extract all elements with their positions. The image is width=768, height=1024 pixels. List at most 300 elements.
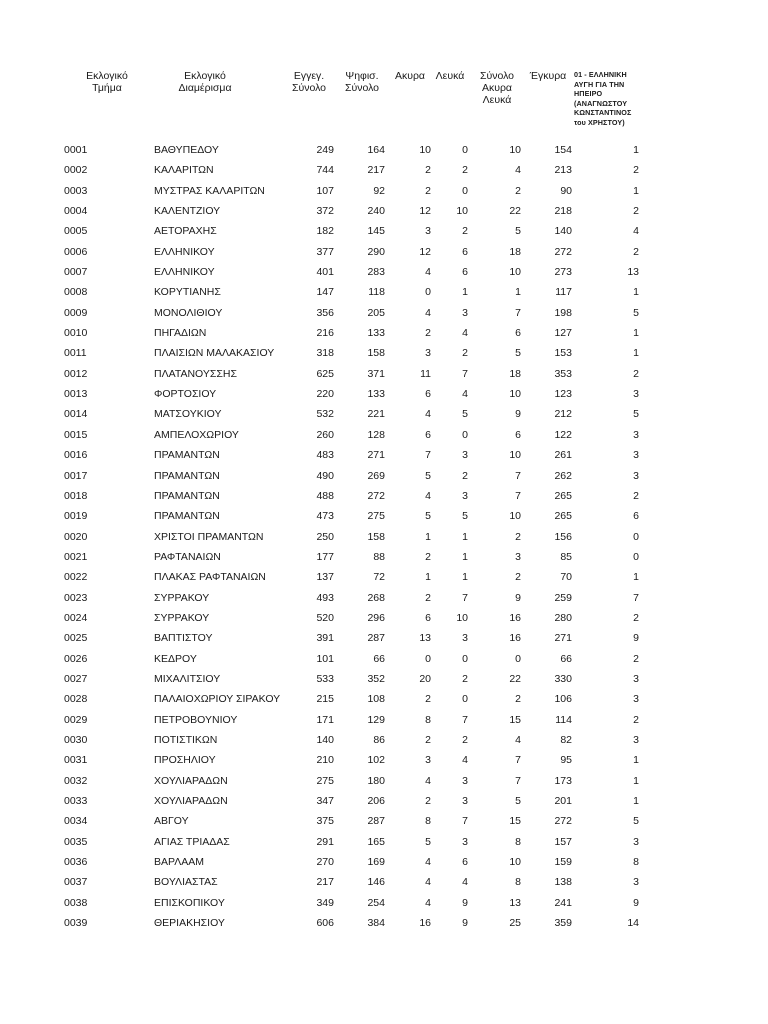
cell-valid: 212 [554,408,572,421]
table-row [0,771,768,791]
cell-registered: 391 [316,632,334,645]
cell-registered: 216 [316,327,334,340]
cell-voted: 221 [367,408,385,421]
cell-district: ΚΑΛΑΡΙΤΩΝ [154,164,214,177]
cell-voted: 92 [373,184,385,197]
cell-blank: 2 [462,672,468,685]
cell-party-votes: 1 [633,286,639,299]
cell-blank: 10 [456,205,468,218]
cell-voted: 158 [367,530,385,543]
cell-voted: 118 [368,286,385,299]
cell-voted: 88 [373,550,385,563]
cell-valid: 259 [554,591,572,604]
cell-valid: 123 [554,388,572,401]
cell-invalid: 0 [425,286,431,299]
cell-invalid-blank-total: 2 [515,571,521,584]
cell-invalid: 2 [425,591,431,604]
cell-blank: 1 [462,550,468,563]
cell-valid: 271 [554,632,572,645]
cell-blank: 3 [462,449,468,462]
cell-blank: 3 [462,795,468,807]
cell-valid: 157 [554,835,572,848]
table-row [0,506,768,526]
cell-party-votes: 0 [633,550,639,563]
cell-valid: 330 [554,672,572,685]
cell-invalid-blank-total: 10 [509,266,521,279]
cell-blank: 0 [462,144,468,156]
cell-invalid: 2 [425,795,431,807]
cell-section: 0010 [64,327,88,340]
cell-invalid: 2 [425,327,431,340]
table-row [0,608,768,628]
cell-party-votes: 2 [633,652,639,665]
cell-invalid-blank-total: 7 [515,774,521,787]
table-row [0,303,768,323]
cell-district: ΜΑΤΣΟΥΚΙΟΥ [154,408,222,421]
cell-voted: 108 [367,693,385,706]
cell-valid: 241 [554,896,572,909]
cell-party-votes: 3 [633,449,639,462]
cell-section: 0009 [64,306,88,319]
cell-valid: 138 [554,876,572,889]
cell-blank: 3 [462,306,468,319]
cell-section: 0035 [64,835,88,848]
cell-invalid: 4 [425,306,431,319]
cell-blank: 0 [462,428,468,441]
cell-district: ΑΒΓΟΥ [154,815,189,828]
cell-registered: 210 [316,754,334,767]
cell-registered: 318 [316,347,334,360]
cell-invalid: 3 [425,754,431,767]
cell-section: 0006 [64,245,88,258]
cell-valid: 159 [554,856,572,869]
cell-invalid-blank-total: 7 [515,306,521,319]
cell-blank: 6 [462,245,468,258]
cell-blank: 4 [462,754,468,767]
cell-section: 0001 [64,144,88,156]
cell-invalid-blank-total: 6 [515,428,521,441]
cell-blank: 1 [462,530,468,543]
cell-valid: 156 [554,530,572,543]
table-row [0,282,768,302]
cell-district: ΧΟΥΛΙΑΡΑΔΩΝ [154,795,228,807]
cell-voted: 290 [367,245,385,258]
cell-district: ΠΡΑΜΑΝΤΩΝ [154,469,220,482]
cell-valid: 201 [554,795,572,807]
cell-district: ΜΟΝΟΛΙΘΙΟΥ [154,306,223,319]
cell-section: 0036 [64,856,88,869]
cell-invalid: 2 [425,184,431,197]
cell-party-votes: 3 [633,835,639,848]
cell-registered: 401 [316,266,334,279]
cell-blank: 4 [462,388,468,401]
cell-voted: 164 [367,144,385,156]
cell-section: 0033 [64,795,88,807]
cell-voted: 352 [367,672,385,685]
cell-registered: 177 [316,550,334,563]
cell-valid: 140 [554,225,572,238]
cell-voted: 102 [367,754,385,767]
cell-invalid-blank-total: 5 [515,795,521,807]
cell-district: ΒΟΥΛΙΑΣΤΑΣ [154,876,218,889]
cell-registered: 347 [316,795,334,807]
cell-registered: 275 [316,774,334,787]
cell-valid: 173 [554,774,572,787]
cell-section: 0014 [64,408,88,421]
cell-valid: 261 [554,449,572,462]
cell-blank: 7 [462,815,468,828]
cell-voted: 283 [367,266,385,279]
cell-party-votes: 8 [633,856,639,869]
cell-party-votes: 5 [633,815,639,828]
cell-voted: 128 [367,428,385,441]
cell-blank: 4 [462,876,468,889]
cell-party-votes: 2 [633,611,639,624]
cell-party-votes: 3 [633,388,639,401]
cell-invalid: 2 [425,733,431,746]
cell-voted: 133 [367,327,385,340]
table-row [0,689,768,709]
cell-invalid: 2 [425,693,431,706]
cell-valid: 198 [554,306,572,319]
cell-voted: 66 [373,652,385,665]
cell-section: 0027 [64,672,88,685]
cell-valid: 85 [560,550,572,563]
cell-party-votes: 13 [627,266,639,279]
cell-party-votes: 1 [633,144,639,156]
cell-invalid: 13 [419,632,431,645]
cell-invalid: 8 [425,815,431,828]
cell-invalid-blank-total: 2 [515,184,521,197]
cell-party-votes: 1 [633,184,639,197]
cell-voted: 269 [367,469,385,482]
cell-party-votes: 3 [633,876,639,889]
cell-valid: 114 [555,713,572,726]
cell-section: 0021 [64,550,88,563]
cell-party-votes: 5 [633,306,639,319]
cell-registered: 493 [316,591,334,604]
table-row [0,588,768,608]
cell-registered: 249 [316,144,334,156]
cell-section: 0011 [64,347,87,360]
cell-blank: 2 [462,733,468,746]
cell-party-votes: 2 [633,489,639,502]
cell-party-votes: 5 [633,408,639,421]
cell-valid: 280 [554,611,572,624]
cell-registered: 140 [316,733,334,746]
cell-voted: 72 [373,571,385,584]
cell-invalid: 16 [419,917,431,930]
cell-section: 0012 [64,367,88,380]
cell-invalid: 12 [419,205,431,218]
cell-district: ΠΡΑΜΑΝΤΩΝ [154,489,220,502]
cell-registered: 260 [316,428,334,441]
cell-party-votes: 7 [633,591,639,604]
table-row [0,466,768,486]
cell-registered: 483 [316,449,334,462]
cell-invalid-blank-total: 8 [515,876,521,889]
cell-invalid-blank-total: 3 [515,550,521,563]
cell-invalid-blank-total: 0 [515,652,521,665]
cell-invalid-blank-total: 8 [515,835,521,848]
table-row [0,811,768,831]
header-valid: Έγκυρα [529,70,567,82]
cell-voted: 272 [367,489,385,502]
table-row [0,221,768,241]
cell-district: ΜΥΣΤΡΑΣ ΚΑΛΑΡΙΤΩΝ [154,184,265,197]
cell-registered: 215 [316,693,334,706]
cell-invalid-blank-total: 10 [509,449,521,462]
cell-registered: 520 [316,611,334,624]
cell-district: ΠΛΑΤΑΝΟΥΣΣΗΣ [154,367,237,380]
cell-district: ΣΥΡΡΑΚΟΥ [154,611,210,624]
cell-invalid: 8 [425,713,431,726]
cell-invalid-blank-total: 10 [509,510,521,523]
cell-voted: 275 [367,510,385,523]
cell-blank: 3 [462,774,468,787]
cell-district: ΠΕΤΡΟΒΟΥΝΙΟΥ [154,713,238,726]
cell-party-votes: 1 [633,327,639,340]
cell-district: ΜΙΧΑΛΙΤΣΙΟΥ [154,672,221,685]
cell-section: 0030 [64,733,88,746]
cell-registered: 250 [316,530,334,543]
cell-invalid-blank-total: 18 [509,245,521,258]
cell-voted: 296 [367,611,385,624]
cell-voted: 133 [367,388,385,401]
cell-valid: 213 [554,164,572,177]
cell-registered: 217 [316,876,334,889]
cell-blank: 2 [462,469,468,482]
cell-invalid-blank-total: 5 [515,225,521,238]
cell-voted: 268 [367,591,385,604]
cell-valid: 66 [560,652,572,665]
cell-registered: 137 [316,571,334,584]
cell-invalid: 6 [425,428,431,441]
cell-party-votes: 1 [633,795,639,807]
cell-district: ΒΑΠΤΙΣΤΟΥ [154,632,213,645]
cell-registered: 349 [316,896,334,909]
cell-registered: 356 [316,306,334,319]
cell-invalid: 10 [419,144,431,156]
header-voted: Ψηφισ. Σύνολο [344,70,380,94]
cell-invalid: 5 [425,510,431,523]
cell-invalid-blank-total: 5 [515,347,521,360]
cell-registered: 375 [316,815,334,828]
cell-invalid-blank-total: 10 [509,388,521,401]
cell-valid: 272 [554,815,572,828]
table-row [0,242,768,262]
header-registered: Εγγεγ. Σύνολο [291,70,327,94]
table-row [0,872,768,892]
cell-district: ΠΡΑΜΑΝΤΩΝ [154,449,220,462]
table-row [0,181,768,201]
cell-district: ΠΑΛΑΙΟΧΩΡΙΟΥ ΣΙΡΑΚΟΥ [154,693,281,706]
cell-invalid: 2 [425,550,431,563]
cell-voted: 169 [367,856,385,869]
cell-blank: 1 [462,286,468,299]
cell-invalid: 7 [425,449,431,462]
cell-registered: 533 [316,672,334,685]
table-row [0,730,768,750]
table-row [0,201,768,221]
cell-party-votes: 1 [633,571,639,584]
table-row [0,567,768,587]
cell-party-votes: 2 [633,367,639,380]
cell-party-votes: 9 [633,632,639,645]
cell-registered: 625 [316,367,334,380]
cell-blank: 2 [462,347,468,360]
cell-voted: 146 [367,876,385,889]
cell-district: ΕΛΛΗΝΙΚΟΥ [154,266,215,279]
cell-valid: 273 [554,266,572,279]
cell-invalid: 5 [425,469,431,482]
table-row [0,364,768,384]
cell-party-votes: 1 [633,754,639,767]
cell-section: 0008 [64,286,88,299]
cell-party-votes: 0 [633,530,639,543]
cell-invalid: 20 [419,672,431,685]
cell-blank: 7 [462,591,468,604]
cell-invalid: 4 [425,266,431,279]
cell-invalid-blank-total: 9 [515,591,521,604]
cell-valid: 122 [554,428,572,441]
cell-invalid-blank-total: 25 [509,917,521,930]
cell-section: 0005 [64,225,88,238]
cell-valid: 95 [560,754,572,767]
cell-invalid-blank-total: 9 [515,408,521,421]
cell-district: ΕΠΙΣΚΟΠΙΚΟΥ [154,896,225,909]
cell-party-votes: 9 [633,896,639,909]
cell-district: ΠΛΑΚΑΣ ΡΑΦΤΑΝΑΙΩΝ [154,571,266,584]
cell-registered: 270 [316,856,334,869]
cell-invalid: 4 [425,774,431,787]
cell-invalid-blank-total: 2 [515,530,521,543]
cell-voted: 86 [373,733,385,746]
cell-party-votes: 2 [633,164,639,177]
table-row [0,384,768,404]
cell-invalid-blank-total: 18 [509,367,521,380]
cell-registered: 147 [316,286,334,299]
cell-invalid: 11 [420,367,431,380]
cell-invalid-blank-total: 15 [509,815,521,828]
cell-blank: 0 [462,184,468,197]
cell-section: 0013 [64,388,88,401]
header-invalid: Ακυρα [394,70,426,82]
table-row [0,750,768,770]
cell-blank: 1 [462,571,468,584]
cell-valid: 262 [554,469,572,482]
cell-section: 0007 [64,266,88,279]
cell-district: ΠΛΑΙΣΙΩΝ ΜΑΛΑΚΑΣΙΟΥ [154,347,275,360]
cell-voted: 371 [367,367,385,380]
cell-invalid: 3 [425,225,431,238]
cell-invalid-blank-total: 1 [515,286,521,299]
cell-voted: 217 [367,164,385,177]
cell-voted: 384 [367,917,385,930]
cell-district: ΠΗΓΑΔΙΩΝ [154,327,207,340]
cell-invalid-blank-total: 15 [509,713,521,726]
cell-blank: 7 [462,713,468,726]
cell-valid: 127 [554,327,572,340]
cell-invalid-blank-total: 6 [515,327,521,340]
cell-section: 0038 [64,896,88,909]
header-invalid-blank-total: Σύνολο Ακυρα Λευκά [479,70,515,106]
cell-registered: 171 [316,713,334,726]
cell-voted: 240 [367,205,385,218]
cell-party-votes: 1 [633,347,639,360]
cell-district: ΚΕΔΡΟΥ [154,652,197,665]
cell-valid: 82 [560,733,572,746]
table-row [0,832,768,852]
cell-registered: 606 [316,917,334,930]
cell-blank: 3 [462,489,468,502]
cell-blank: 6 [462,856,468,869]
cell-registered: 101 [316,652,334,665]
cell-party-votes: 2 [633,713,639,726]
cell-valid: 353 [554,367,572,380]
cell-invalid: 6 [425,388,431,401]
cell-valid: 153 [554,347,572,360]
cell-invalid-blank-total: 13 [509,896,521,909]
cell-section: 0026 [64,652,88,665]
cell-district: ΡΑΦΤΑΝΑΙΩΝ [154,550,221,563]
cell-blank: 2 [462,164,468,177]
cell-registered: 182 [316,225,334,238]
cell-valid: 117 [555,286,572,299]
cell-voted: 158 [367,347,385,360]
cell-voted: 254 [367,896,385,909]
cell-blank: 3 [462,835,468,848]
table-row [0,262,768,282]
cell-valid: 272 [554,245,572,258]
table-row [0,791,768,811]
cell-section: 0020 [64,530,88,543]
cell-district: ΑΕΤΟΡΑΧΗΣ [154,225,217,238]
cell-invalid: 0 [425,652,431,665]
cell-district: ΑΓΙΑΣ ΤΡΙΑΔΑΣ [154,835,230,848]
cell-party-votes: 3 [633,428,639,441]
table-row [0,160,768,180]
cell-blank: 10 [456,611,468,624]
cell-valid: 154 [554,144,572,156]
cell-section: 0017 [64,469,88,482]
cell-section: 0037 [64,876,88,889]
cell-blank: 6 [462,266,468,279]
table-row [0,323,768,343]
cell-blank: 9 [462,896,468,909]
cell-section: 0004 [64,205,88,218]
cell-district: ΠΡΟΣΗΛΙΟΥ [154,754,216,767]
cell-district: ΕΛΛΗΝΙΚΟΥ [154,245,215,258]
cell-voted: 271 [367,449,385,462]
header-blank: Λευκά [435,70,465,82]
cell-invalid: 2 [425,164,431,177]
cell-voted: 287 [367,815,385,828]
table-row [0,628,768,648]
cell-blank: 0 [462,652,468,665]
cell-registered: 744 [316,164,334,177]
cell-blank: 7 [462,367,468,380]
cell-party-votes: 4 [633,225,639,238]
cell-valid: 218 [554,205,572,218]
cell-party-votes: 2 [633,205,639,218]
cell-district: ΧΟΥΛΙΑΡΑΔΩΝ [154,774,228,787]
cell-district: ΒΑΡΛΑΑΜ [154,856,204,869]
cell-registered: 377 [316,245,334,258]
cell-invalid-blank-total: 22 [509,205,521,218]
cell-district: ΠΡΑΜΑΝΤΩΝ [154,510,220,523]
cell-invalid: 4 [425,856,431,869]
